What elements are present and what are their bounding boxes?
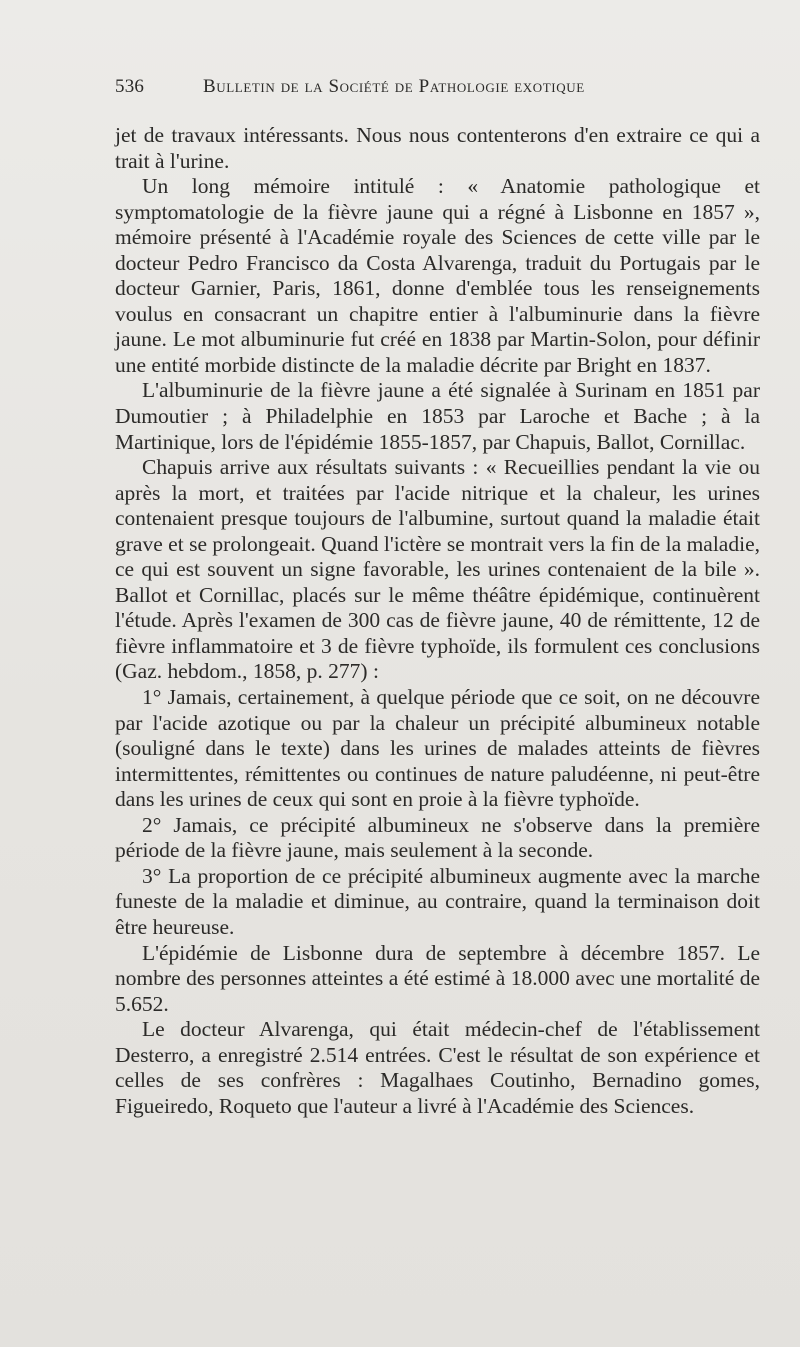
paragraph-5: 1° Jamais, certainement, à quelque période que ce soit, on ne découvre par l'acide azotique ou par la chaleur un précipité albumineux notable (souligné dans le texte) dans les urines de malades atteints de fièvres intermittentes, rémittentes ou continues de nature paludéenne, ni peut-être dans les urines de ceux qui sont en proie à la fièvre typhoïde.: [115, 685, 760, 812]
paragraph-4: Chapuis arrive aux résultats suivants : « Recueillies pendant la vie ou après la mort, et traitées par l'acide nitrique et la chaleur, les urines contenaient presque toujours de l'albumine, surtout quand la maladie était grave et se prolongeait. Quand l'ictère se montrait vers la fin de la maladie, ce qui est souvent un signe favorable, les urines contenaient de la bile ». Ballot et Cornillac, placés sur le même théâtre épidémique, continuèrent l'étude. Après l'examen de 300 cas de fièvre jaune, 40 de rémittente, 12 de fièvre inflammatoire et 3 de fièvre typhoïde, ils formulent ces conclusions (Gaz. hebdom., 1858, p. 277) :: [115, 455, 760, 684]
paragraph-8: L'épidémie de Lisbonne dura de septembre à décembre 1857. Le nombre des personnes atteintes a été estimé à 18.000 avec une mortalité de 5.652.: [115, 940, 760, 1016]
paragraph-6: 2° Jamais, ce précipité albumineux ne s'observe dans la première période de la fièvre jaune, mais seulement à la seconde.: [115, 812, 760, 863]
body-text: [115, 123, 760, 1119]
paragraph-1: jet de travaux intéressants. Nous nous contenterons d'en extraire ce qui a trait à l'urine.: [115, 123, 760, 173]
paragraph-3: L'albuminurie de la fièvre jaune a été signalée à Surinam en 1851 par Dumoutier ; à Philadelphie en 1853 par Laroche et Bache ; à la Martinique, lors de l'épidémie 1855-1857, par Chapuis, Ballot, Cornillac.: [115, 378, 760, 454]
running-title: Bulletin de la Société de Pathologie exotique: [203, 76, 585, 97]
page-number: 536: [115, 76, 145, 97]
paragraph-2: Un long mémoire intitulé : « Anatomie pathologique et symptomatologie de la fièvre jaune qui a régné à Lisbonne en 1857 », mémoire présenté à l'Académie royale des Sciences de cette ville par le docteur Pedro Francisco da Costa Alvarenga, traduit du Portugais par le docteur Garnier, Paris, 1861, donne d'emblée tous les renseignements voulus en consacrant un chapitre entier à l'albuminurie dans la fièvre jaune. Le mot albuminurie fut créé en 1838 par Martin-Solon, pour définir une entité morbide distincte de la maladie décrite par Bright en 1837.: [115, 174, 760, 377]
paragraph-7: 3° La proportion de ce précipité albumineux augmente avec la marche funeste de la maladie et diminue, au contraire, quand la terminaison doit être heureuse.: [115, 863, 760, 939]
paragraph-9: Le docteur Alvarenga, qui était médecin-chef de l'établissement Desterro, a enregistré 2.514 entrées. C'est le résultat de son expérience et celles de ses confrères : Magalhaes Coutinho, Bernadino gomes, Figueiredo, Roqueto que l'auteur a livré à l'Académie des Sciences.: [115, 1017, 760, 1118]
